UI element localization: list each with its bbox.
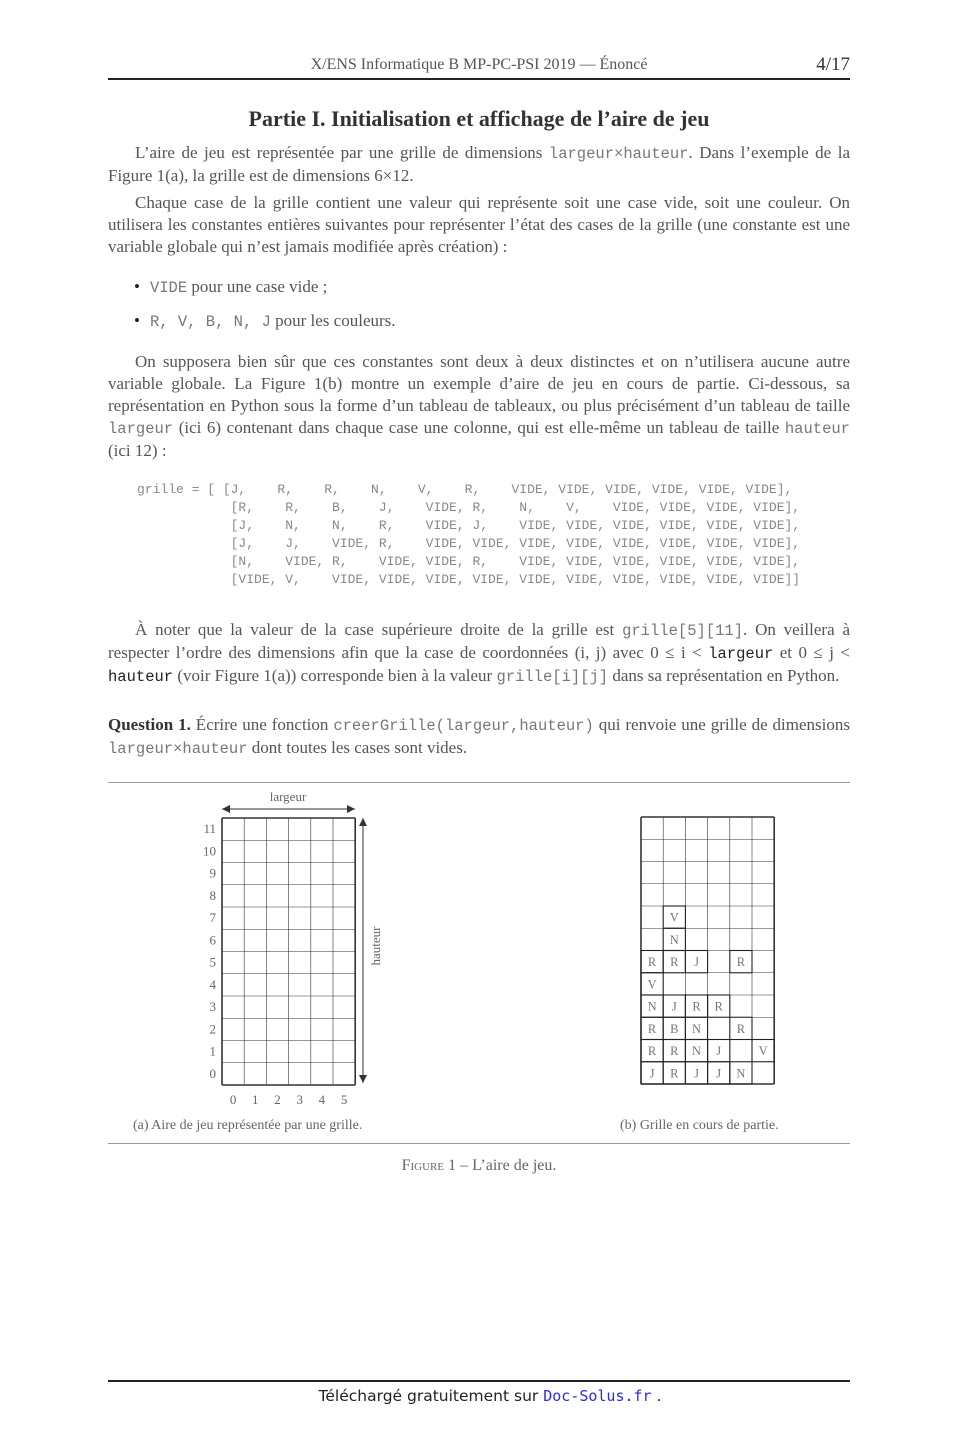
cell-value: V [758,1044,768,1059]
y-tick-label: 4 [209,976,216,992]
footer-rule [108,1380,850,1382]
page-header [108,52,850,80]
paragraph-2: Chaque case de la grille contient une valeur qui représente soit une case vide, soit une couleur. On utilisera les constantes entières suivantes pour représenter l’état des cases de la grille (une constante est une variable globale qui n’est jamais modifiée après création) : [108,193,850,256]
y-tick-label: 9 [209,865,216,881]
cell-value: N [647,999,657,1014]
question-label: Question 1. [108,715,191,734]
cell-value: J [716,1044,722,1059]
cell-value: R [736,1021,746,1036]
p4-code-2: largeur [708,645,774,663]
p3-text-2: (ici 6) contenant dans chaque case une colonne, qui est elle-même un tableau de taille [173,418,785,437]
cell-value: N [736,1066,746,1081]
cell-value: R [670,1066,679,1081]
y-tick-label: 10 [203,843,216,859]
p1-text: L’aire de jeu est représentée par une grille de dimensions [135,143,549,162]
cell-value: J [694,955,699,970]
p4-code: grille[5][11] [622,622,743,640]
game-grid [641,817,774,1084]
figure-caption-text: – L’aire de jeu. [456,1157,557,1174]
figure-label: Figure 1 [401,1157,457,1174]
y-tick-label: 11 [203,821,216,837]
q1-code: creerGrille(largeur,hauteur) [333,717,594,735]
y-tick-label: 0 [209,1065,216,1081]
y-tick-label: 5 [209,954,216,970]
x-tick-label: 1 [252,1092,259,1106]
figure-b [636,812,781,1087]
paragraph-1 [108,142,850,187]
y-tick-label: 7 [209,910,216,926]
hauteur-label: hauteur [368,926,383,966]
cell-value: R [647,1021,657,1036]
cell-value: R [692,999,701,1014]
cell-value: R [670,1044,679,1059]
p4-text: À noter que la valeur de la case supérieure droite de la grille est [135,620,623,639]
cell-value: V [669,910,679,925]
cell-value: J [649,1066,655,1081]
bullet-code: R, V, B, N, J [149,313,271,331]
p4-code-4: grille[i][j] [496,668,609,686]
p1-text-2: . Dans l’exemple de la Figure 1(a), la grille est de dimensions 6×12. [108,143,850,185]
bullet-code: VIDE [149,279,188,297]
cell-value: N [691,1021,702,1036]
y-tick-label: 1 [209,1043,216,1059]
y-tick-labels [203,821,217,1081]
figure-a [190,786,400,1106]
x-tick-labels [230,1092,348,1106]
cell-value: B [670,1021,679,1036]
cell-value: R [670,955,679,970]
cell-value: R [714,999,723,1014]
p4-text-4: (voir Figure 1(a)) corresponde bien à la valeur [173,666,497,685]
p3-code-2: hauteur [784,420,850,438]
bullet-item: • VIDE pour une case vide ; [134,277,328,297]
largeur-label: largeur [269,789,307,804]
footer [0,1387,980,1405]
x-tick-label: 5 [340,1092,348,1106]
p4-text-5: dans sa représentation en Python. [608,666,840,685]
p3-text: On supposera bien sûr que ces constantes sont deux à deux distinctes et on n’utilisera aucune autre variable globale. La Figure 1(b) montre un exemple d’aire de jeu en cours de partie. Ci-dessous, sa représentation en Python sous la forme d’un tableau de tableaux, ou plus précisément d’un tableau de taille [108,352,850,415]
x-tick-label: 4 [318,1092,326,1106]
q1-text: Écrire une fonction [190,715,334,734]
q1-text-3: dont toutes les cases sont vides. [247,738,468,757]
bullet-text: pour les couleurs. [270,311,396,330]
question-1 [108,714,850,760]
footer-text: Téléchargé gratuitement sur [318,1387,544,1405]
header-title: X/ENS Informatique B MP-PC-PSI 2019 — Énoncé [310,56,648,73]
code-block: grille = [ [J, R, R, N, V, R, VIDE, VIDE, VIDE, VIDE, VIDE, VIDE], [R, R, B, J, VIDE, R, N, V, VIDE, VIDE, VIDE, VIDE], [J, N, N, R, VIDE, J, VIDE, VIDE, VIDE, VIDE, VIDE, VIDE], [J, J, VIDE, R, VIDE, VIDE, VIDE, VIDE, VIDE, VIDE, VIDE, VIDE], [N, VIDE, R, VIDE, VIDE, R, VIDE, VIDE, VIDE, VIDE, VIDE, VIDE], [VIDE, V, VIDE, VIDE, VIDE, VIDE, VIDE, VIDE, VIDE, VIDE, VIDE, VIDE]] [137,482,801,587]
q1-text-2: qui renvoie une grille de dimensions [593,715,850,734]
figure-caption [108,1157,850,1175]
cell-value: V [647,977,657,992]
p3-code: largeur [108,420,174,438]
cell-value: R [736,955,746,970]
caption-b: (b) Grille en cours de partie. [620,1118,779,1133]
x-tick-label: 2 [274,1092,281,1106]
y-tick-label: 6 [209,932,216,948]
paragraph-3 [108,351,850,462]
section-title: Partie I. Initialisation et affichage de l’aire de jeu [248,106,710,131]
cell-value: J [694,1066,699,1081]
figure-top-rule [108,782,850,783]
cell-value: R [647,1044,657,1059]
cell-value: J [716,1066,722,1081]
cell-value: J [671,999,677,1014]
p4-text-3: et 0 ≤ j < [773,643,850,662]
p4-code-3: hauteur [108,668,174,686]
page-number: 4/17 [816,54,850,75]
cell-value: N [691,1044,702,1059]
y-tick-label: 3 [209,999,216,1015]
figure-bottom-rule [108,1143,850,1144]
cell-value: N [669,932,679,947]
x-tick-label: 3 [296,1092,303,1106]
cell-value: R [647,955,657,970]
empty-grid [222,818,355,1085]
caption-a: (a) Aire de jeu représentée par une grille. [133,1118,363,1133]
paragraph-4 [108,619,850,688]
x-tick-label: 0 [229,1092,237,1106]
p1-code: largeur×hauteur [548,145,689,163]
p3-text-3: (ici 12) : [108,441,167,460]
footer-end: . [651,1387,662,1405]
y-tick-label: 8 [209,887,216,903]
bullet-text: pour une case vide ; [187,277,328,296]
y-tick-label: 2 [209,1021,216,1037]
bullet-item: • R, V, B, N, J pour les couleurs. [134,311,396,331]
doc-solus-link[interactable]: Doc-Solus.fr [543,1387,652,1405]
p4-text-2: . On veillera à respecter l’ordre des dimensions afin que la case de coordonnées (i, j) avec 0 ≤ i < [108,620,850,662]
q1-code-2: largeur×hauteur [108,740,248,758]
